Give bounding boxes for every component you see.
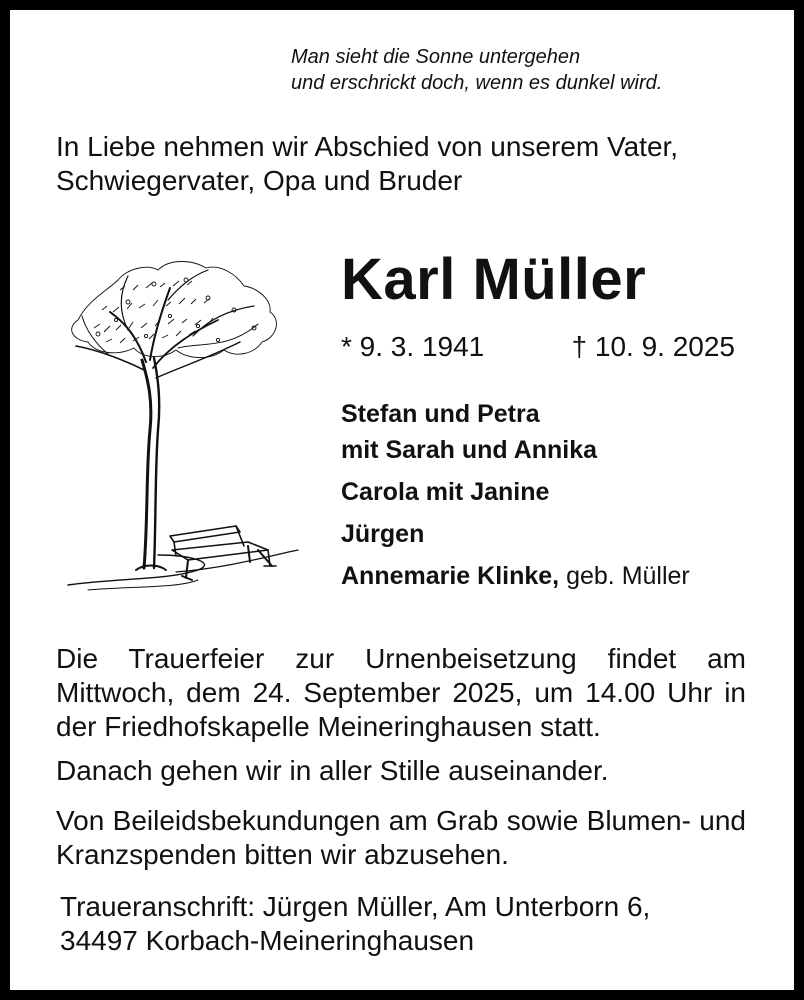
mourner-line: Carola mit Janine — [341, 478, 550, 506]
tree-and-bench-icon — [58, 250, 308, 600]
intro-line-1: In Liebe nehmen wir Abschied von unserem Vater, — [56, 131, 679, 162]
ceremony-text: Die Trauerfeier zur Urnenbeisetzung findet am Mittwoch, dem 24. September 2025, um 14.00 Uhr in der Friedhofskapelle Meineringhausen statt. — [56, 643, 746, 742]
deceased-name: Karl Müller — [341, 247, 647, 312]
mourner-line: Jürgen — [341, 520, 425, 548]
intro-text — [56, 130, 678, 198]
motto-line-2: und erschrickt doch, wenn es dunkel wird. — [291, 72, 663, 94]
condolence-note: Von Beileidsbekundungen am Grab sowie Blumen- und Kranzspenden bitten wir abzusehen. — [56, 805, 746, 870]
mourner-line: mit Sarah und Annika — [341, 436, 598, 464]
obituary-notice — [10, 10, 794, 990]
silence-note: Danach gehen wir in aller Stille auseinander. — [56, 755, 609, 786]
mourner-line — [341, 558, 690, 594]
address-line-2: 34497 Korbach-Meineringhausen — [60, 925, 475, 956]
mourner-line: Stefan und Petra — [341, 400, 540, 428]
motto-line-1: Man sieht die Sonne untergehen — [291, 46, 581, 68]
intro-line-2: Schwiegervater, Opa und Bruder — [56, 165, 463, 196]
mourners-list — [341, 396, 690, 594]
maiden-name-note: geb. Müller — [559, 562, 690, 590]
address-line-1: Traueranschrift: Jürgen Müller, Am Unterborn 6, — [60, 891, 651, 922]
death-date: † 10. 9. 2025 — [571, 331, 735, 362]
mourner-name: Annemarie Klinke, — [341, 562, 560, 590]
motto-quote — [291, 44, 662, 96]
mourning-address — [60, 890, 650, 958]
birth-date: * 9. 3. 1941 — [341, 331, 485, 362]
